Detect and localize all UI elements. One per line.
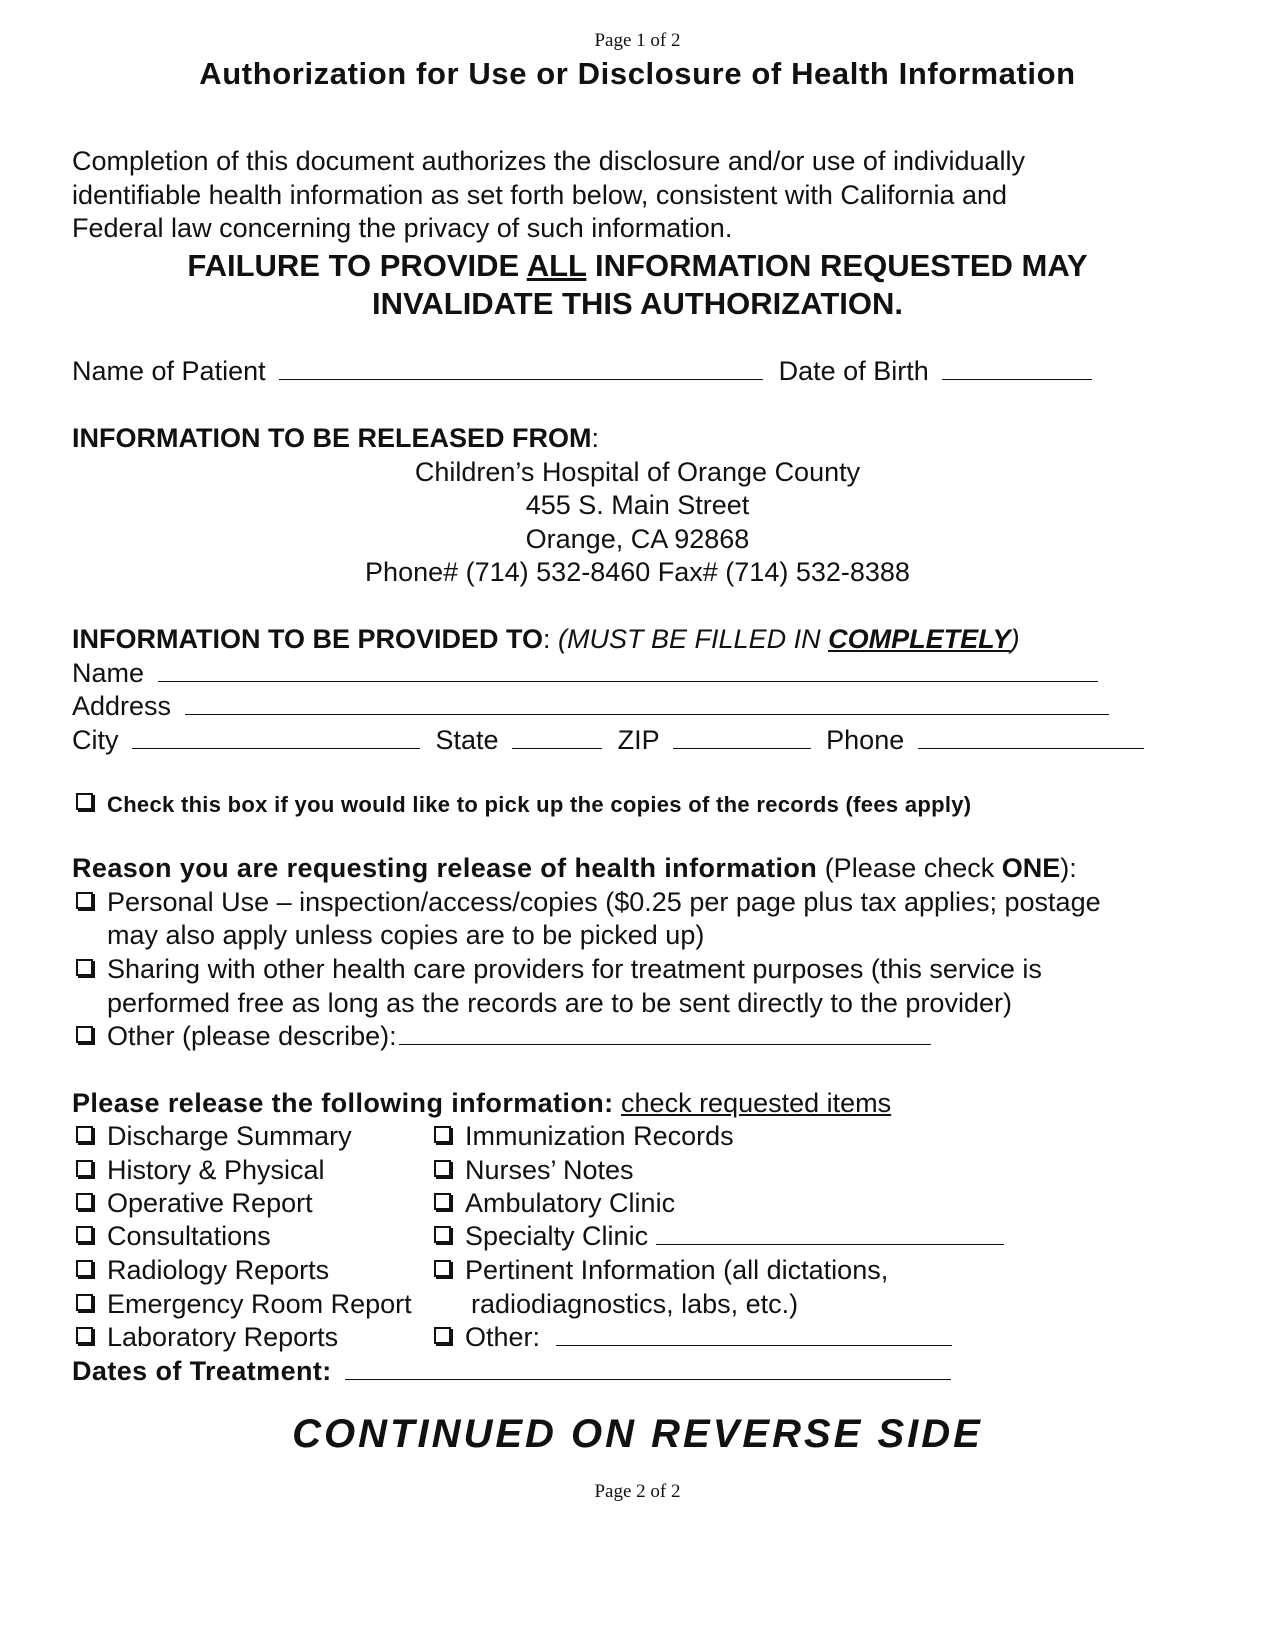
release-checkbox[interactable] (434, 1160, 451, 1177)
recipient-city-row (72, 725, 1144, 756)
recipient-state-field[interactable] (512, 726, 602, 749)
dob-label: Date of Birth (778, 356, 929, 386)
release-checkbox[interactable] (434, 1193, 451, 1210)
hospital-name: Children’s Hospital of Orange County (414, 457, 861, 487)
pickup-checkbox-box[interactable] (76, 793, 93, 810)
release-checkbox[interactable] (76, 1294, 93, 1311)
recipient-city-label: City (72, 725, 119, 755)
page-number-top: Page 1 of 2 (594, 30, 681, 51)
release-item-ambulatory-clinic[interactable]: Ambulatory Clinic (434, 1188, 675, 1219)
reason-sharing-line-2: performed free as long as the records are to be sent directly to the provider) (107, 988, 1012, 1018)
release-item-history-physical[interactable]: History & Physical (76, 1155, 325, 1186)
release-checkbox[interactable] (76, 1260, 93, 1277)
reason-other-checkbox[interactable] (76, 1026, 93, 1043)
page-number-bottom: Page 2 of 2 (594, 1481, 681, 1502)
released-from-heading: INFORMATION TO BE RELEASED FROM: (72, 423, 600, 453)
release-checkbox[interactable] (76, 1160, 93, 1177)
release-checkbox[interactable] (76, 1327, 93, 1344)
patient-name-label: Name of Patient (72, 356, 266, 386)
hospital-street: 455 S. Main Street (525, 490, 750, 520)
reason-other-field[interactable] (399, 1022, 931, 1045)
release-checkbox[interactable] (76, 1193, 93, 1210)
warning-line-2: INVALIDATE THIS AUTHORIZATION. (372, 286, 903, 321)
provided-to-heading: INFORMATION TO BE PROVIDED TO: (MUST BE FILLED IN COMPLETELY) (72, 624, 1020, 654)
release-other-field[interactable] (556, 1323, 952, 1346)
intro-line-2: identifiable health information as set forth below, consistent with California and (72, 180, 1008, 210)
release-item-nurses-notes[interactable]: Nurses’ Notes (434, 1155, 634, 1186)
pickup-checkbox-label: Check this box if you would like to pick up the copies of the records (fees apply) (107, 792, 972, 817)
release-item-pertinent-information[interactable]: Pertinent Information (all dictations, (434, 1255, 888, 1286)
reason-other-option[interactable]: Other (please describe): (76, 1021, 931, 1052)
intro-line-1: Completion of this document authorizes the disclosure and/or use of individually (72, 146, 1026, 176)
release-item-other[interactable]: Other: (434, 1322, 952, 1353)
recipient-phone-field[interactable] (918, 726, 1144, 749)
reason-personal-use-line-2: may also apply unless copies are to be picked up) (107, 920, 705, 950)
release-item-immunization-records[interactable]: Immunization Records (434, 1121, 734, 1152)
release-checkbox[interactable] (434, 1327, 451, 1344)
form-title: Authorization for Use or Disclosure of Health Information (199, 56, 1076, 91)
pertinent-information-line-2: radiodiagnostics, labs, etc.) (471, 1289, 799, 1319)
dates-of-treatment-row (72, 1356, 951, 1387)
recipient-state-label: State (435, 725, 499, 755)
recipient-name-label: Name (72, 658, 145, 688)
release-checkbox[interactable] (434, 1260, 451, 1277)
release-checkbox[interactable] (434, 1226, 451, 1243)
release-item-laboratory-reports[interactable]: Laboratory Reports (76, 1322, 338, 1353)
dob-field[interactable] (942, 357, 1092, 380)
pickup-checkbox[interactable] (76, 792, 971, 818)
release-checkbox[interactable] (76, 1126, 93, 1143)
recipient-city-field[interactable] (132, 726, 420, 749)
recipient-name-field[interactable] (158, 659, 1098, 682)
recipient-address-field[interactable] (185, 692, 1109, 715)
patient-name-field[interactable] (279, 357, 763, 380)
recipient-address-row (72, 691, 1109, 722)
release-item-radiology-reports[interactable]: Radiology Reports (76, 1255, 329, 1286)
release-item-consultations[interactable]: Consultations (76, 1221, 271, 1252)
recipient-zip-label: ZIP (617, 725, 660, 755)
dates-of-treatment-label: Dates of Treatment: (72, 1356, 332, 1386)
reason-sharing-checkbox[interactable] (76, 959, 93, 976)
release-checkbox[interactable] (434, 1126, 451, 1143)
intro-line-3: Federal law concerning the privacy of such information. (72, 213, 733, 243)
recipient-name-row (72, 658, 1098, 689)
reason-personal-use-checkbox[interactable] (76, 892, 93, 909)
release-item-discharge-summary[interactable]: Discharge Summary (76, 1121, 352, 1152)
patient-row (72, 356, 1092, 387)
hospital-city: Orange, CA 92868 (525, 524, 750, 554)
recipient-address-label: Address (72, 691, 172, 721)
release-checkbox[interactable] (76, 1226, 93, 1243)
warning-line-1: FAILURE TO PROVIDE ALL INFORMATION REQUESTED MAY (187, 248, 1088, 283)
release-item-operative-report[interactable]: Operative Report (76, 1188, 313, 1219)
reason-heading: Reason you are requesting release of health information (Please check ONE): (72, 853, 1077, 883)
specialty-clinic-field[interactable] (656, 1222, 1004, 1245)
recipient-phone-label: Phone (826, 725, 905, 755)
release-item-emergency-room-report[interactable]: Emergency Room Report (76, 1289, 412, 1320)
continued-notice: CONTINUED ON REVERSE SIDE (292, 1412, 983, 1456)
dates-of-treatment-field[interactable] (345, 1357, 951, 1380)
release-item-specialty-clinic[interactable]: Specialty Clinic (434, 1221, 1004, 1252)
reason-sharing-option[interactable]: Sharing with other health care providers for treatment purposes (this service is (76, 954, 1042, 985)
release-heading: Please release the following information: check requested items (72, 1088, 892, 1118)
reason-personal-use-option[interactable]: Personal Use – inspection/access/copies ($0.25 per page plus tax applies; postage (76, 887, 1101, 918)
recipient-zip-field[interactable] (673, 726, 811, 749)
hospital-phone-fax: Phone# (714) 532-8460 Fax# (714) 532-8388 (365, 557, 910, 587)
